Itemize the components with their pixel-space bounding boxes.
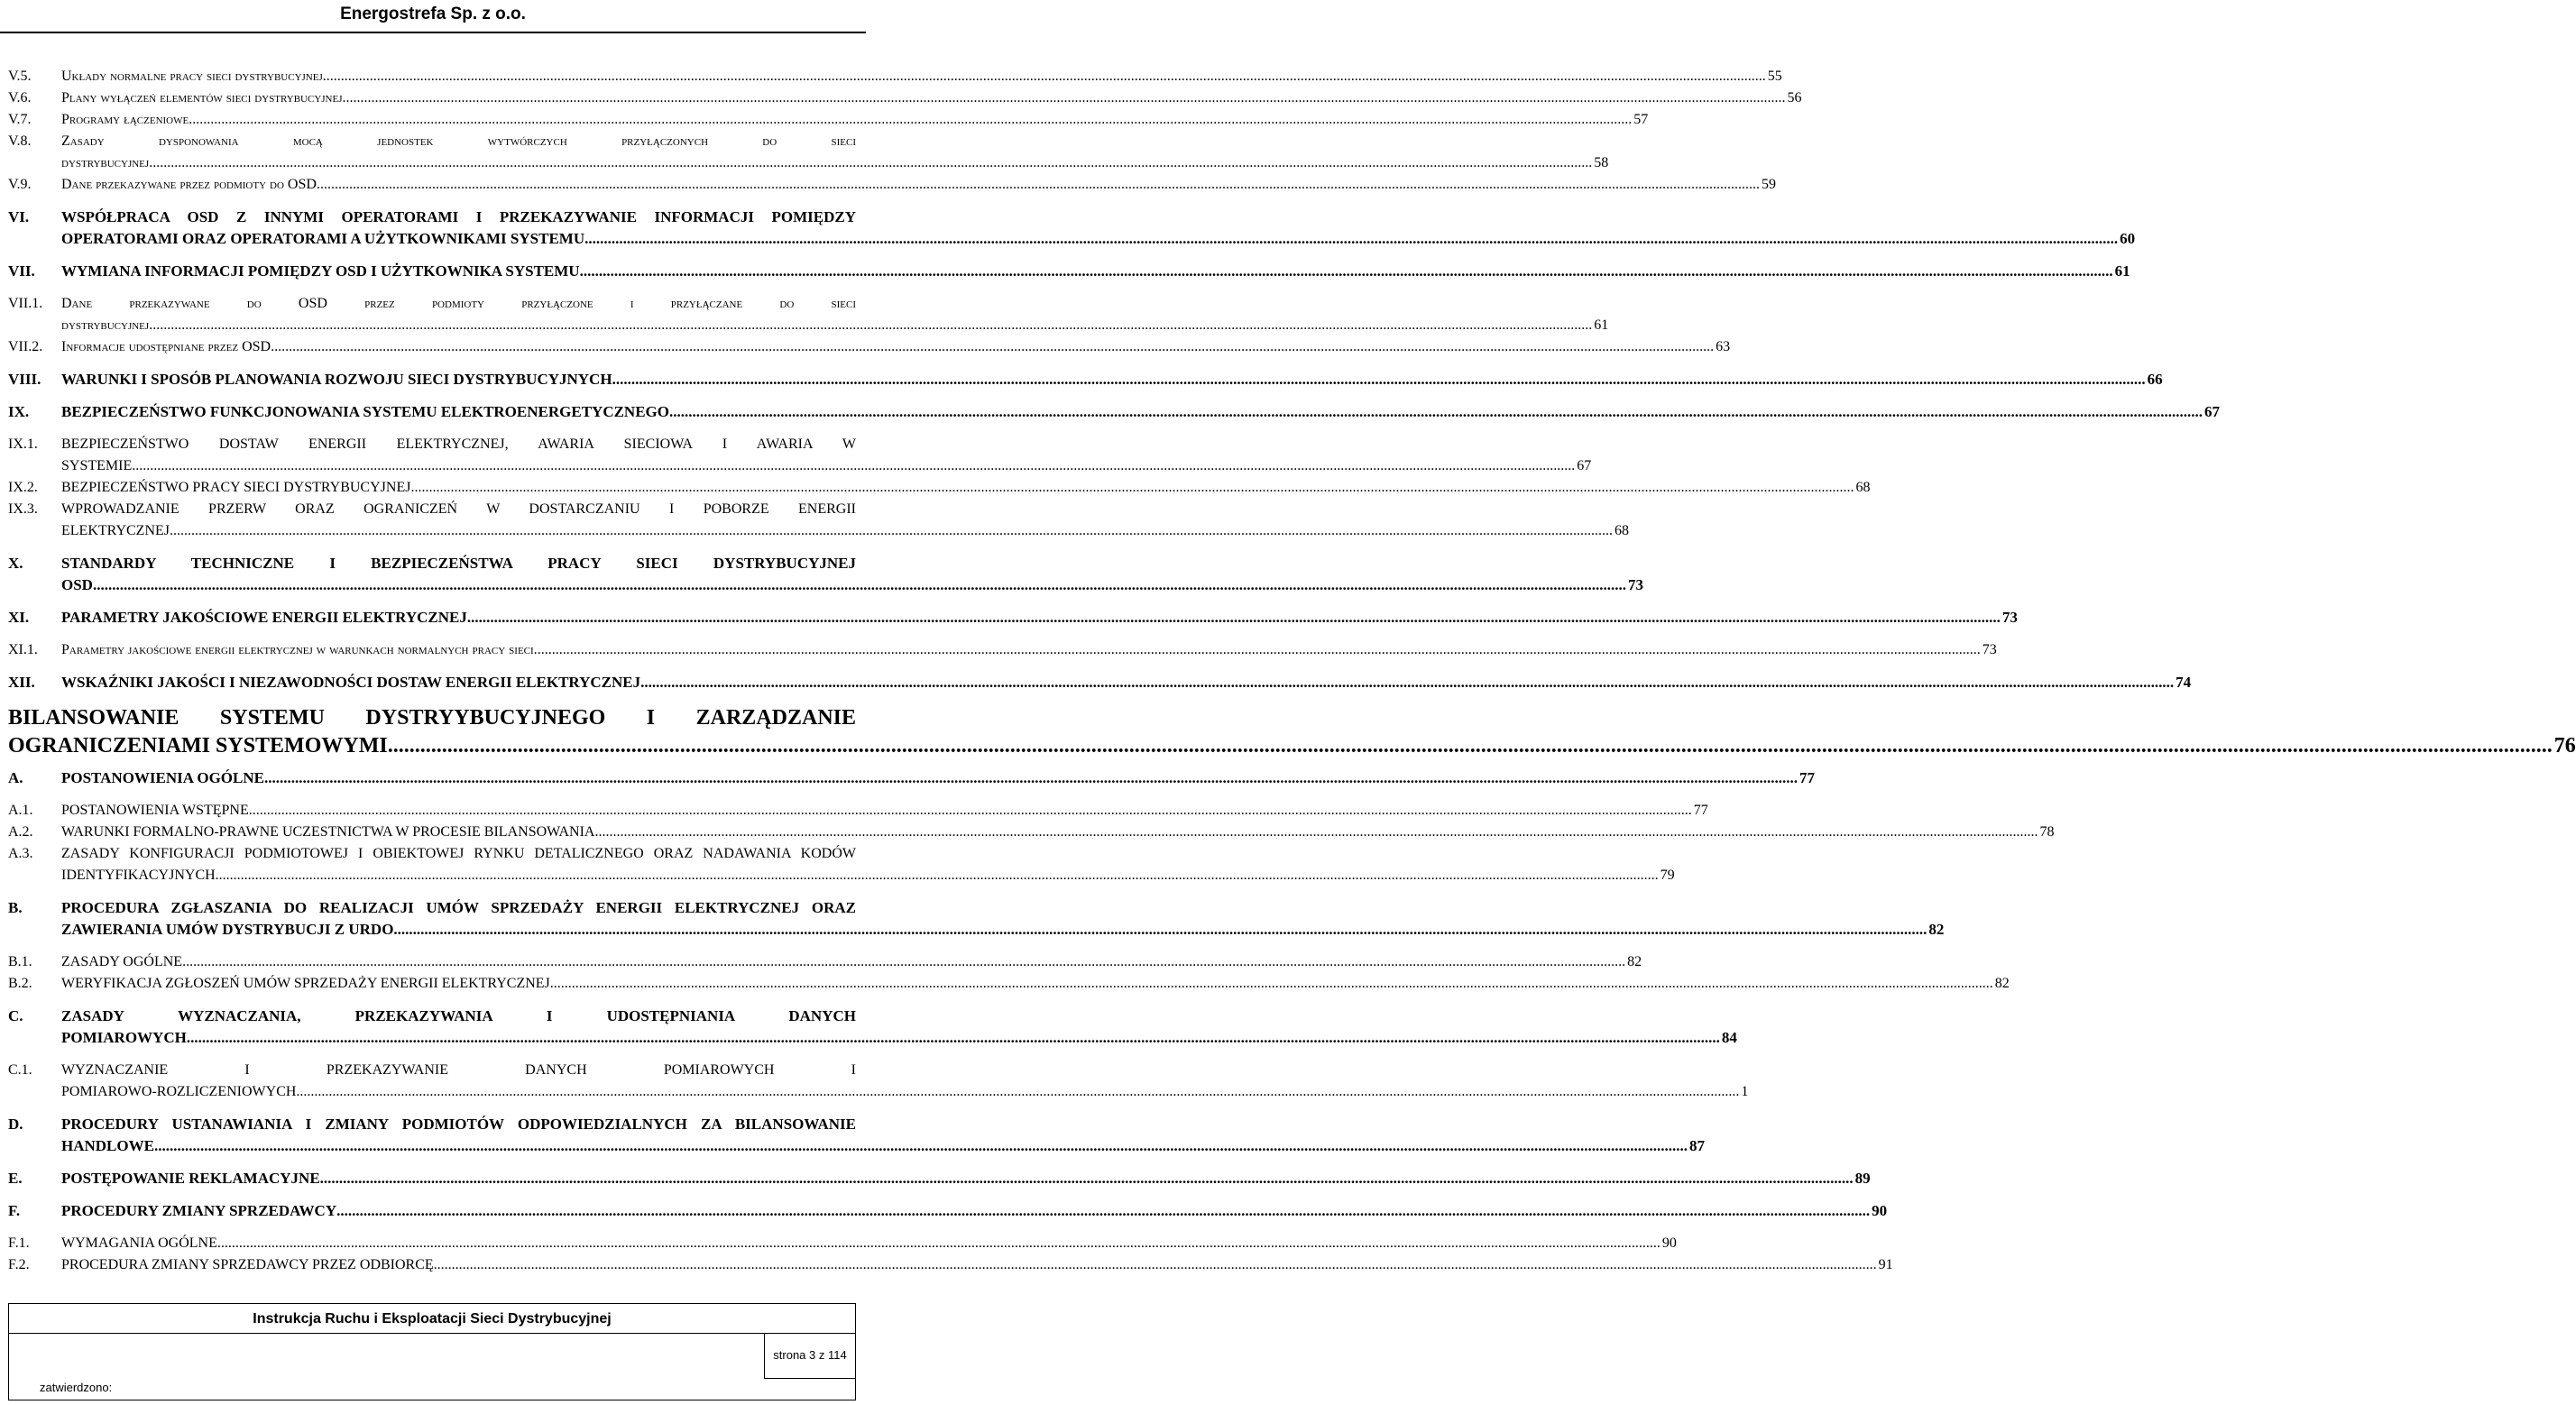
toc-title: WYMAGANIA OGÓLNE: [61, 1235, 217, 1251]
toc-leader: ................................................................................................................................................................................................................................................................................................................................................................................................................: [215, 868, 1659, 883]
toc-page: 87: [1688, 1137, 1705, 1154]
toc-leader: ................................................................................................................................................................................................................................................................................................................................................................................................................: [182, 954, 1626, 969]
toc-leader: ................................................................................................................................................................................................................................................................................................................................................................................................................: [186, 1029, 1720, 1046]
toc-entry[interactable]: [8, 607, 2018, 629]
toc-leader: ................................................................................................................................................................................................................................................................................................................................................................................................................: [387, 734, 2553, 758]
toc-entry[interactable]: [8, 767, 1815, 789]
toc-page: 76: [2553, 734, 2576, 758]
toc-number: IX.2.: [8, 480, 38, 495]
toc-title: BEZPIECZEŃSTWO FUNKCJONOWANIA SYSTEMU ELEKTROENERGETYCZNEGO: [61, 403, 669, 420]
toc-number: V.9.: [8, 177, 32, 192]
toc-title: POSTĘPOWANIE REKLAMACYJNE: [61, 1170, 320, 1187]
toc-leader: ................................................................................................................................................................................................................................................................................................................................................................................................................: [170, 523, 1613, 538]
toc-leader: ................................................................................................................................................................................................................................................................................................................................................................................................................: [579, 262, 2113, 280]
toc-page: 78: [2039, 824, 2055, 840]
toc-number: B.1.: [8, 954, 32, 969]
toc-title: POSTANOWIENIA OGÓLNE: [61, 769, 264, 786]
approved-label: zatwierdzono:: [40, 1381, 113, 1394]
toc-page: 82: [1928, 921, 1945, 938]
toc-number: IX.1.: [8, 436, 38, 452]
toc-entry[interactable]: [8, 174, 1776, 196]
toc-leader: ................................................................................................................................................................................................................................................................................................................................................................................................................: [149, 317, 1593, 333]
toc-title-line: WYZNACZANIE I PRZEKAZYWANIE DANYCH POMIAROWYCH I: [61, 1062, 856, 1078]
toc-leader: ................................................................................................................................................................................................................................................................................................................................................................................................................: [466, 609, 2001, 626]
toc-leader: ................................................................................................................................................................................................................................................................................................................................................................................................................: [549, 976, 1993, 991]
toc-title: OGRANICZENIAMI SYSTEMOWYMI: [8, 734, 388, 758]
toc-entry[interactable]: [8, 293, 1609, 336]
toc-leader: ................................................................................................................................................................................................................................................................................................................................................................................................................: [189, 112, 1633, 127]
toc-entry[interactable]: [8, 66, 1782, 87]
toc-leader: ................................................................................................................................................................................................................................................................................................................................................................................................................: [263, 769, 1798, 786]
toc-entry[interactable]: [8, 553, 1643, 596]
toc-page: 73: [1982, 642, 1997, 657]
toc-title: WYMIANA INFORMACJI POMIĘDZY OSD I UŻYTKOWNIKA SYSTEMU: [61, 262, 580, 280]
toc-title-line: PROCEDURY USTANAWIANIA I ZMIANY PODMIOTÓW ODPOWIEDZIALNYCH ZA BILANSOWANIE: [61, 1116, 856, 1133]
toc-number: A.1.: [8, 803, 33, 818]
toc-leader: ................................................................................................................................................................................................................................................................................................................................................................................................................: [248, 803, 1692, 818]
toc-title: Informacje udostępniane przez OSD: [61, 339, 271, 354]
toc-number: V.8.: [8, 133, 32, 149]
page-header: Energostrefa Sp. z o.o.: [340, 5, 526, 23]
toc-page: 90: [1661, 1235, 1677, 1251]
toc-entry[interactable]: [8, 499, 1629, 542]
toc-title: dystrybucyjnej: [61, 155, 150, 170]
toc-title: WARUNKI FORMALNO-PRAWNE UCZESTNICTWA W PROCESIE BILANSOWANIA: [61, 824, 595, 840]
toc-number: IX.: [8, 403, 30, 420]
toc-entry[interactable]: [8, 973, 2010, 995]
page-footer: [8, 1303, 856, 1400]
toc-entry[interactable]: [8, 822, 2055, 843]
toc-entry[interactable]: [8, 1060, 1749, 1103]
toc-title-line: Dane przekazywane do OSD przez podmioty przyłączone i przyłączane do sieci: [61, 296, 856, 311]
toc-page: 60: [2120, 230, 2136, 247]
toc-number: VII.1.: [8, 296, 43, 311]
toc-page: 79: [1660, 868, 1675, 883]
toc-leader: ................................................................................................................................................................................................................................................................................................................................................................................................................: [132, 458, 1576, 473]
toc-entry[interactable]: [8, 843, 1675, 886]
toc-number: D.: [8, 1116, 23, 1133]
toc-leader: ................................................................................................................................................................................................................................................................................................................................................................................................................: [216, 1235, 1661, 1251]
toc-title: IDENTYFIKACYJNYCH: [61, 868, 216, 883]
toc-number: IX.3.: [8, 501, 38, 517]
toc-title: ZASADY OGÓLNE: [61, 954, 183, 969]
toc-title: Układy normalne pracy sieci dystrybucyjnej: [61, 69, 323, 84]
toc-page: 73: [1627, 576, 1643, 593]
toc-page: 61: [1594, 317, 1609, 333]
toc-title: POSTANOWIENIA WSTĘPNE: [61, 803, 249, 818]
toc-title: PROCEDURY ZMIANY SPRZEDAWCY: [61, 1202, 337, 1219]
toc-page: 59: [1761, 177, 1776, 192]
toc-title: BEZPIECZEŃSTWO PRACY SIECI DYSTRYBUCYJNEJ: [61, 480, 411, 495]
toc-entry[interactable]: [8, 207, 2136, 250]
toc-title: Plany wyłączeń elementów sieci dystrybucyjnej: [61, 90, 343, 106]
page-number: strona 3 z 114: [764, 1333, 855, 1379]
toc-entry[interactable]: [8, 897, 1945, 941]
toc-number: XII.: [8, 674, 35, 691]
toc-number: VII.2.: [8, 339, 43, 354]
toc-leader: ................................................................................................................................................................................................................................................................................................................................................................................................................: [342, 90, 1786, 106]
toc-leader: ................................................................................................................................................................................................................................................................................................................................................................................................................: [296, 1084, 1740, 1099]
toc-leader: ................................................................................................................................................................................................................................................................................................................................................................................................................: [319, 1170, 1854, 1187]
toc-entry[interactable]: [8, 369, 2163, 390]
toc-leader: ................................................................................................................................................................................................................................................................................................................................................................................................................: [271, 339, 1715, 354]
toc-entry[interactable]: [8, 131, 1609, 174]
toc-number: V.7.: [8, 112, 32, 127]
toc-number: A.2.: [8, 824, 33, 840]
toc-title: WERYFIKACJA ZGŁOSZEŃ UMÓW SPRZEDAŻY ENERGII ELEKTRYCZNEJ: [61, 976, 550, 991]
toc-page: 1: [1741, 1084, 1749, 1099]
toc-number: X.: [8, 555, 23, 572]
toc-leader: ................................................................................................................................................................................................................................................................................................................................................................................................................: [393, 921, 1927, 938]
toc-entry[interactable]: [8, 109, 1649, 131]
toc-number: B.2.: [8, 976, 32, 991]
toc-leader: ................................................................................................................................................................................................................................................................................................................................................................................................................: [594, 824, 2038, 840]
toc-page: 58: [1594, 155, 1609, 170]
toc-leader: ................................................................................................................................................................................................................................................................................................................................................................................................................: [584, 230, 2119, 247]
toc-title-line: ZASADY KONFIGURACJI PODMIOTOWEJ I OBIEKTOWEJ RYNKU DETALICZNEGO ORAZ NADAWANIA KODÓW: [61, 846, 856, 861]
toc-number: VIII.: [8, 371, 41, 388]
toc-title-line: ZASADY WYZNACZANIA, PRZEKAZYWANIA I UDOSTĘPNIANIA DANYCH: [61, 1007, 856, 1024]
toc-entry[interactable]: [8, 401, 2220, 423]
toc-number: E.: [8, 1170, 23, 1187]
toc-leader: ................................................................................................................................................................................................................................................................................................................................................................................................................: [149, 155, 1593, 170]
toc-page: 74: [2176, 674, 2192, 691]
toc-entry[interactable]: [8, 1233, 1677, 1254]
toc-title: Programy łączeniowe: [61, 112, 189, 127]
toc-page: 57: [1633, 112, 1649, 127]
toc-title: WARUNKI I SPOSÓB PLANOWANIA ROZWOJU SIECI DYSTRYBUCYJNYCH: [61, 371, 612, 388]
toc-entry[interactable]: [8, 704, 2576, 760]
toc-leader: ................................................................................................................................................................................................................................................................................................................................................................................................................: [669, 403, 2203, 420]
toc-entry[interactable]: [8, 477, 1871, 499]
toc-title: dystrybucyjnej: [61, 317, 150, 333]
toc-number: C.: [8, 1007, 23, 1024]
toc-title: OPERATORAMI ORAZ OPERATORAMI A UŻYTKOWNIKAMI SYSTEMU: [61, 230, 585, 247]
toc-page: 91: [1878, 1257, 1893, 1272]
toc-leader: ................................................................................................................................................................................................................................................................................................................................................................................................................: [612, 371, 2146, 388]
toc-title: PARAMETRY JAKOŚCIOWE ENERGII ELEKTRYCZNEJ: [61, 609, 467, 626]
toc-page: 84: [1721, 1029, 1737, 1046]
toc-number: F.2.: [8, 1257, 30, 1272]
toc-entry[interactable]: [8, 434, 1592, 477]
toc-entry[interactable]: [8, 1006, 1737, 1049]
toc-page: 61: [2114, 262, 2130, 280]
toc-title-line: BILANSOWANIE SYSTEMU DYSTRYYBUCYJNEGO I ZARZĄDZANIE: [8, 706, 856, 730]
toc-entry[interactable]: [8, 951, 1642, 973]
toc-page: 67: [1577, 458, 1592, 473]
toc-number: F.: [8, 1202, 21, 1219]
toc-title: ZAWIERANIA UMÓW DYSTRYBUCJI Z URDO: [61, 921, 394, 938]
toc-page: 63: [1716, 339, 1731, 354]
toc-title: POMIAROWO-ROZLICZENIOWYCH: [61, 1084, 297, 1099]
toc-entry[interactable]: [8, 1200, 1888, 1222]
toc-title: HANDLOWE: [61, 1137, 154, 1154]
toc-number: XI.1.: [8, 642, 38, 657]
toc-title-line: STANDARDY TECHNICZNE I BEZPIECZEŃSTWA PRACY SIECI DYSTRYBUCYJNEJ: [61, 555, 856, 572]
toc-number: F.1.: [8, 1235, 30, 1251]
toc-title: POMIAROWYCH: [61, 1029, 187, 1046]
toc-title: Dane przekazywane przez podmioty do OSD: [61, 177, 317, 192]
toc-leader: ................................................................................................................................................................................................................................................................................................................................................................................................................: [410, 480, 1854, 495]
toc-title-line: WSPÓŁPRACA OSD Z INNYMI OPERATORAMI I PRZEKAZYWANIE INFORMACJI POMIĘDZY: [61, 208, 856, 225]
toc-leader: ................................................................................................................................................................................................................................................................................................................................................................................................................: [153, 1137, 1688, 1154]
toc-page: 55: [1767, 69, 1782, 84]
toc-page: 66: [2147, 371, 2163, 388]
toc-entry[interactable]: [8, 639, 1997, 661]
toc-number: XI.: [8, 609, 30, 626]
toc-leader: ................................................................................................................................................................................................................................................................................................................................................................................................................: [640, 674, 2175, 691]
toc-number: VII.: [8, 262, 35, 280]
footer-title: Instrukcja Ruchu i Eksploatacji Sieci Dystrybucyjnej: [9, 1304, 855, 1334]
toc-title: ELEKTRYCZNEJ: [61, 523, 170, 538]
toc-page: 90: [1872, 1202, 1888, 1219]
toc-number: VI.: [8, 208, 30, 225]
toc-entry[interactable]: [8, 336, 1731, 358]
toc-leader: ................................................................................................................................................................................................................................................................................................................................................................................................................: [322, 69, 1766, 84]
toc-page: 73: [2001, 609, 2018, 626]
toc-title-line: WPROWADZANIE PRZERW ORAZ OGRANICZEŃ W DOSTARCZANIU I POBORZE ENERGII: [61, 501, 856, 517]
toc-title: WSKAŹNIKI JAKOŚCI I NIEZAWODNOŚCI DOSTAW ENERGII ELEKTRYCZNEJ: [61, 674, 641, 691]
toc-page: 68: [1855, 480, 1871, 495]
toc-page: 77: [1799, 769, 1815, 786]
toc-page: 82: [1627, 954, 1642, 969]
toc-number: V.6.: [8, 90, 32, 106]
toc-entry[interactable]: [8, 1168, 1871, 1189]
toc-entry[interactable]: [8, 261, 2130, 282]
toc-page: 89: [1854, 1170, 1871, 1187]
toc-title: Parametry jakościowe energii elektrycznej w warunkach normalnych pracy sieci.: [61, 642, 538, 657]
toc-leader: ................................................................................................................................................................................................................................................................................................................................................................................................................: [336, 1202, 1871, 1219]
toc-page: 67: [2204, 403, 2220, 420]
toc-title: PROCEDURA ZMIANY SPRZEDAWCY PRZEZ ODBIORCĘ: [61, 1257, 434, 1272]
toc-number: B.: [8, 899, 23, 916]
toc-leader: ................................................................................................................................................................................................................................................................................................................................................................................................................: [537, 642, 1981, 657]
toc-leader: ................................................................................................................................................................................................................................................................................................................................................................................................................: [92, 576, 1626, 593]
toc-title-line: BEZPIECZEŃSTWO DOSTAW ENERGII ELEKTRYCZNEJ, AWARIA SIECIOWA I AWARIA W: [61, 436, 856, 452]
toc-page: 77: [1693, 803, 1708, 818]
toc-entry[interactable]: [8, 87, 1802, 109]
toc-leader: ................................................................................................................................................................................................................................................................................................................................................................................................................: [433, 1257, 1877, 1272]
toc-page: 68: [1615, 523, 1629, 538]
toc-number: C.1.: [8, 1062, 32, 1078]
toc-number: V.5.: [8, 69, 32, 84]
toc-title: OSD: [61, 576, 93, 593]
toc-title-line: Zasady dysponowania mocą jednostek wytwórczych przyłączonych do sieci: [61, 133, 856, 149]
toc-title: SYSTEMIE: [61, 458, 133, 473]
toc-entry[interactable]: [8, 1114, 1705, 1157]
toc-page: 82: [1994, 976, 2010, 991]
toc-page: 56: [1787, 90, 1802, 106]
toc-entry[interactable]: [8, 800, 1708, 822]
toc-title-line: PROCEDURA ZGŁASZANIA DO REALIZACJI UMÓW SPRZEDAŻY ENERGII ELEKTRYCZNEJ ORAZ: [61, 899, 856, 916]
toc-entry[interactable]: [8, 1254, 1893, 1276]
toc-entry[interactable]: [8, 672, 2192, 693]
toc-number: A.: [8, 769, 23, 786]
toc-number: A.3.: [8, 846, 33, 861]
toc-leader: ................................................................................................................................................................................................................................................................................................................................................................................................................: [316, 177, 1760, 192]
header-divider: [0, 32, 866, 33]
